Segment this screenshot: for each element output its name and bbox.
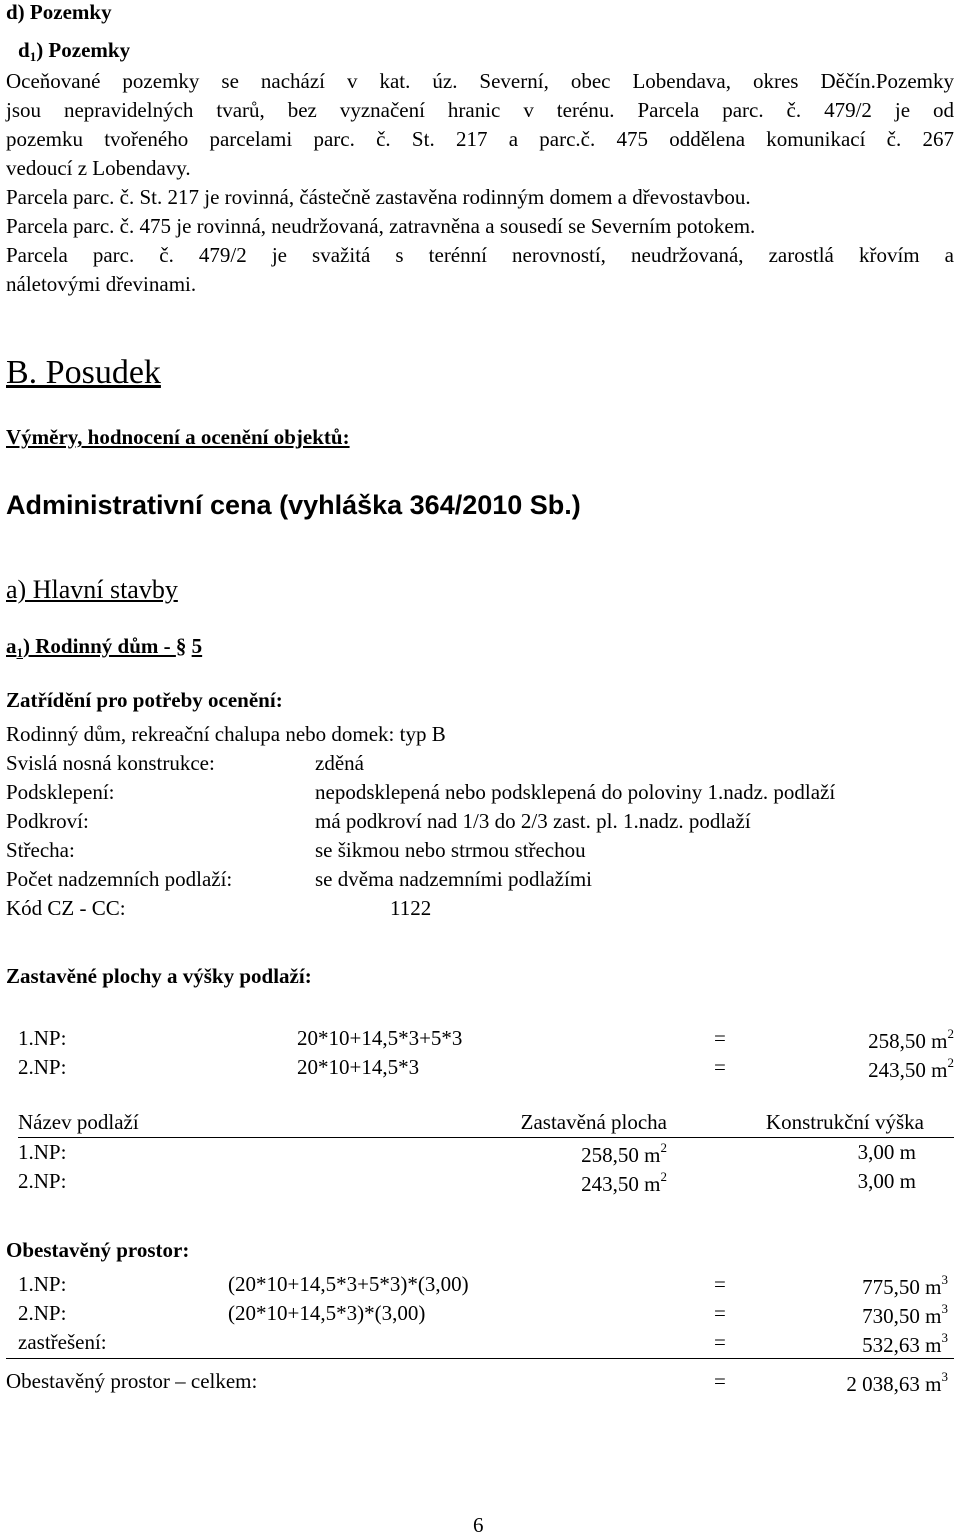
paragraph-line: Parcela parc. č. St. 217 je rovinná, částečně zastavěna rodinným domem a dřevostavbou. (6, 185, 751, 209)
zatrideni-label: Střecha: (6, 838, 75, 862)
obestaveny-formula: (20*10+14,5*3)*(3,00) (228, 1301, 426, 1325)
section-a1-text: ) Rodinný dům - (23, 634, 176, 658)
obestaveny-total-eq: = (714, 1369, 726, 1393)
plochy-calc-label: 1.NP: (18, 1026, 67, 1050)
zatrideni-value: má podkroví nad 1/3 do 2/3 zast. pl. 1.nadz. podlaží (315, 809, 751, 833)
table-row-area: 258,50 $m^2$ (581, 1140, 667, 1167)
admin-cena-heading: Administrativní cena (vyhláška 364/2010 Sb.) (6, 490, 581, 520)
table-row-height: 3,00 m (857, 1140, 916, 1164)
section-d1-index: 1 (29, 49, 37, 64)
obestaveny-label: zastřešení: (18, 1330, 107, 1354)
kod-value: 1122 (390, 896, 432, 920)
page-number: 6 (473, 1513, 484, 1537)
zatrideni-label: Podkroví: (6, 809, 89, 833)
table-row-area: 243,50 $m^2$ (581, 1169, 667, 1196)
section-a1-prefix: a (6, 634, 17, 658)
zatrideni-heading: Zatřídění pro potřeby ocenění: (6, 688, 283, 712)
obestaveny-value: 730,50 $m^3$ (862, 1301, 948, 1328)
plochy-calc-value: 258,50 $m^2$ (868, 1026, 954, 1053)
obestaveny-value: 775,50 $m^3$ (862, 1272, 948, 1299)
zatrideni-label: Svislá nosná konstrukce: (6, 751, 215, 775)
zatrideni-label: Podsklepení: (6, 780, 115, 804)
zatrideni-value: se dvěma nadzemními podlažími (315, 867, 592, 891)
obestaveny-total-label: Obestavěný prostor – celkem: (6, 1369, 258, 1393)
obestaveny-value: 532,63 $m^3$ (862, 1330, 948, 1357)
obestaveny-heading: Obestavěný prostor: (6, 1238, 190, 1262)
section-d1-prefix: d (18, 38, 30, 62)
posudek-subtitle: Výměry, hodnocení a ocenění objektů: (6, 425, 350, 449)
table-row-height: 3,00 m (857, 1169, 916, 1193)
section-a1-number: 5 (191, 634, 203, 658)
plochy-calc-value: 243,50 $m^2$ (868, 1055, 954, 1082)
section-d-heading: d) Pozemky (6, 0, 112, 24)
plochy-calc-label: 2.NP: (18, 1055, 67, 1079)
posudek-title: B. Posudek (6, 354, 161, 391)
obestaveny-eq: = (714, 1272, 726, 1296)
paragraph-line: náletovými dřevinami. (6, 272, 197, 296)
paragraph-symbol: § (175, 634, 187, 658)
section-d1-suffix: ) Pozemky (36, 38, 131, 62)
obestaveny-eq: = (714, 1301, 726, 1325)
paragraph-line: vedoucí z Lobendavy. (6, 156, 191, 180)
paragraph-line: pozemku tvořeného parcelami parc. č. St. 217 a parc.č. 475 oddělena komunikací č. 267 (6, 127, 954, 151)
plochy-calc-formula: 20*10+14,5*3+5*3 (297, 1026, 463, 1050)
table-row-name: 1.NP: (18, 1140, 67, 1164)
zatrideni-value: zděná (315, 751, 364, 775)
obestaveny-formula: (20*10+14,5*3+5*3)*(3,00) (228, 1272, 469, 1296)
obestaveny-total-value: 2 038,63 $m^3$ (846, 1369, 948, 1396)
plochy-calc-eq: = (714, 1055, 726, 1079)
section-a1-index: 1 (16, 645, 23, 660)
total-rule (6, 1358, 954, 1359)
zatrideni-label: Počet nadzemních podlaží: (6, 867, 233, 891)
table-row-name: 2.NP: (18, 1169, 67, 1193)
table-header-rule (18, 1137, 954, 1138)
paragraph-line: Oceňované pozemky se nachází v kat. úz. Severní, obec Lobendava, okres Děčín.Pozemky (6, 69, 954, 93)
section-a-heading: a) Hlavní stavby (6, 575, 178, 604)
paragraph-line: jsou nepravidelných tvarů, bez vyznačení hranic v terénu. Parcela parc. č. 479/2 je od (6, 98, 954, 122)
obestaveny-eq: = (714, 1330, 726, 1354)
table-header-name: Název podlaží (18, 1110, 139, 1134)
section-d1-heading (18, 38, 130, 65)
paragraph-line: Parcela parc. č. 479/2 je svažitá s terénní nerovností, neudržovaná, zarostlá křovím a (6, 243, 954, 267)
plochy-calc-formula: 20*10+14,5*3 (297, 1055, 420, 1079)
zatrideni-value: nepodsklepená nebo podsklepená do poloviny 1.nadz. podlaží (315, 780, 836, 804)
obestaveny-label: 1.NP: (18, 1272, 67, 1296)
obestaveny-label: 2.NP: (18, 1301, 67, 1325)
zatrideni-type: Rodinný dům, rekreační chalupa nebo domek: typ B (6, 722, 446, 746)
plochy-heading: Zastavěné plochy a výšky podlaží: (6, 964, 312, 988)
paragraph-line: Parcela parc. č. 475 je rovinná, neudržovaná, zatravněna a sousedí se Severním potokem. (6, 214, 756, 238)
zatrideni-value: se šikmou nebo strmou střechou (315, 838, 586, 862)
plochy-calc-eq: = (714, 1026, 726, 1050)
section-a1-heading (6, 634, 202, 661)
table-header-height: Konstrukční výška (765, 1110, 924, 1134)
kod-label: Kód CZ - CC: (6, 896, 126, 920)
table-header-area: Zastavěná plocha (520, 1110, 667, 1134)
